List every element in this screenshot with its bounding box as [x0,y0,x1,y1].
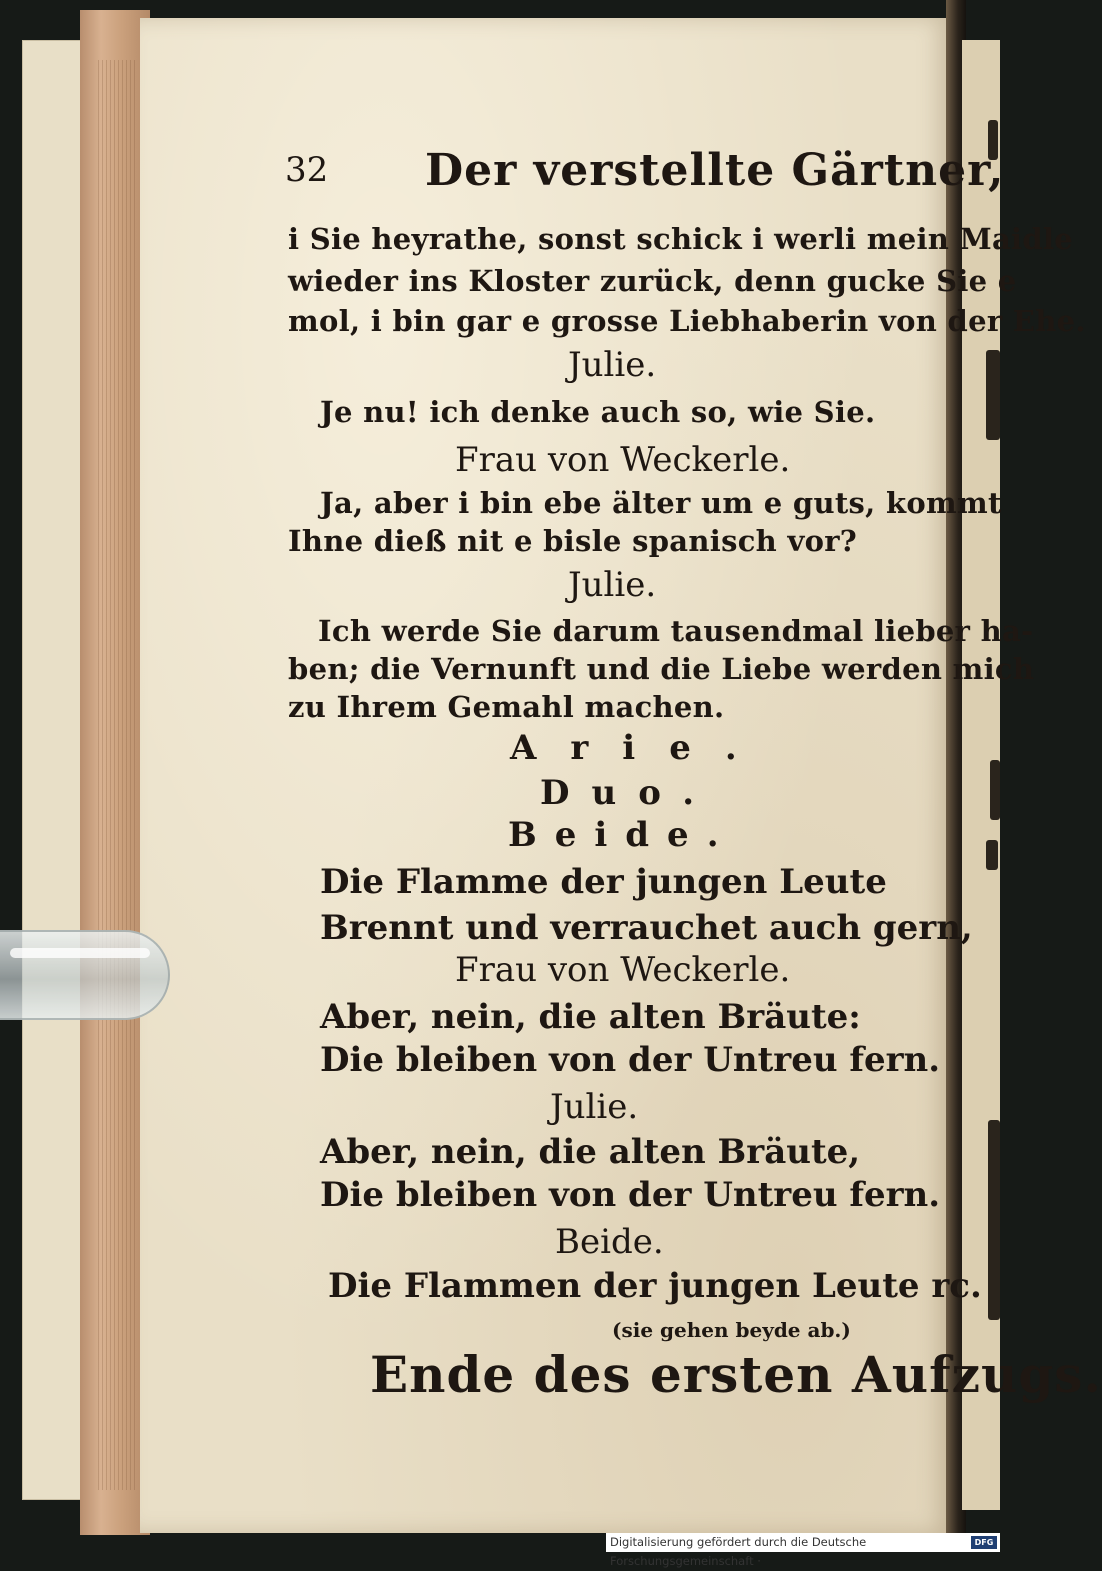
page-number: 32 [285,150,329,190]
speaker-frau-von-weckerle: Frau von Weckerle. [455,950,791,990]
julie-line: ben; die Vernunft und die Liebe werden mich [288,652,1035,686]
end-of-act: Ende des ersten Aufzugs. [370,1345,1102,1404]
page-edge-texture [98,60,138,1490]
page-clip-body [0,930,170,1020]
verse-line: Die Flamme der jungen Leute [320,862,887,902]
speaker-julie: Julie. [568,345,657,385]
verse-line: Die Flammen der jungen Leute rc. [328,1266,982,1306]
page-clip [0,918,180,1028]
julie-line: zu Ihrem Gemahl machen. [288,690,725,724]
julie-line: Je nu! ich denke auch so, wie Sie. [320,395,876,429]
aria-heading: Arie. [510,728,771,768]
weckerle-line: Ihne dieß nit e bisle spanisch vor? [288,524,858,558]
running-title: Der verstellte Gärtner, [425,145,1005,196]
julie-line: Ich werde Sie darum tausendmal lieber ha- [318,614,1034,648]
dfg-logo: DFG [971,1536,997,1549]
speaker-julie: Julie. [550,1087,639,1127]
credit-text: Digitalisierung gefördert durch die Deutsche Forschungsgemeinschaft · [610,1535,867,1568]
weckerle-line: Ja, aber i bin ebe älter um e guts, kommt [320,486,1002,520]
prose-line: wieder ins Kloster zurück, denn gucke Sie e [288,264,1017,298]
prose-line: i Sie heyrathe, sonst schick i werli mein Maidle [288,222,1074,256]
verse-line: Aber, nein, die alten Bräute, [320,1132,861,1172]
speaker-beide: Beide. [555,1222,664,1262]
verse-line: Die bleiben von der Untreu fern. [320,1040,941,1080]
verse-line: Die bleiben von der Untreu fern. [320,1175,941,1215]
verse-line: Brennt und verrauchet auch gern, [320,908,973,948]
prose-line: mol, i bin gar e grosse Liebhaberin von der Ehe. [288,304,1086,338]
speaker-frau-von-weckerle: Frau von Weckerle. [455,440,791,480]
digitization-credit [606,1533,1000,1568]
duo-heading: Duo. [540,773,717,813]
page-clip-highlight [10,948,150,958]
verse-line: Aber, nein, die alten Bräute: [320,997,861,1037]
speaker-julie: Julie. [568,565,657,605]
beide-heading: Beide. [508,815,737,855]
stage-direction: (sie gehen beyde ab.) [612,1318,851,1342]
